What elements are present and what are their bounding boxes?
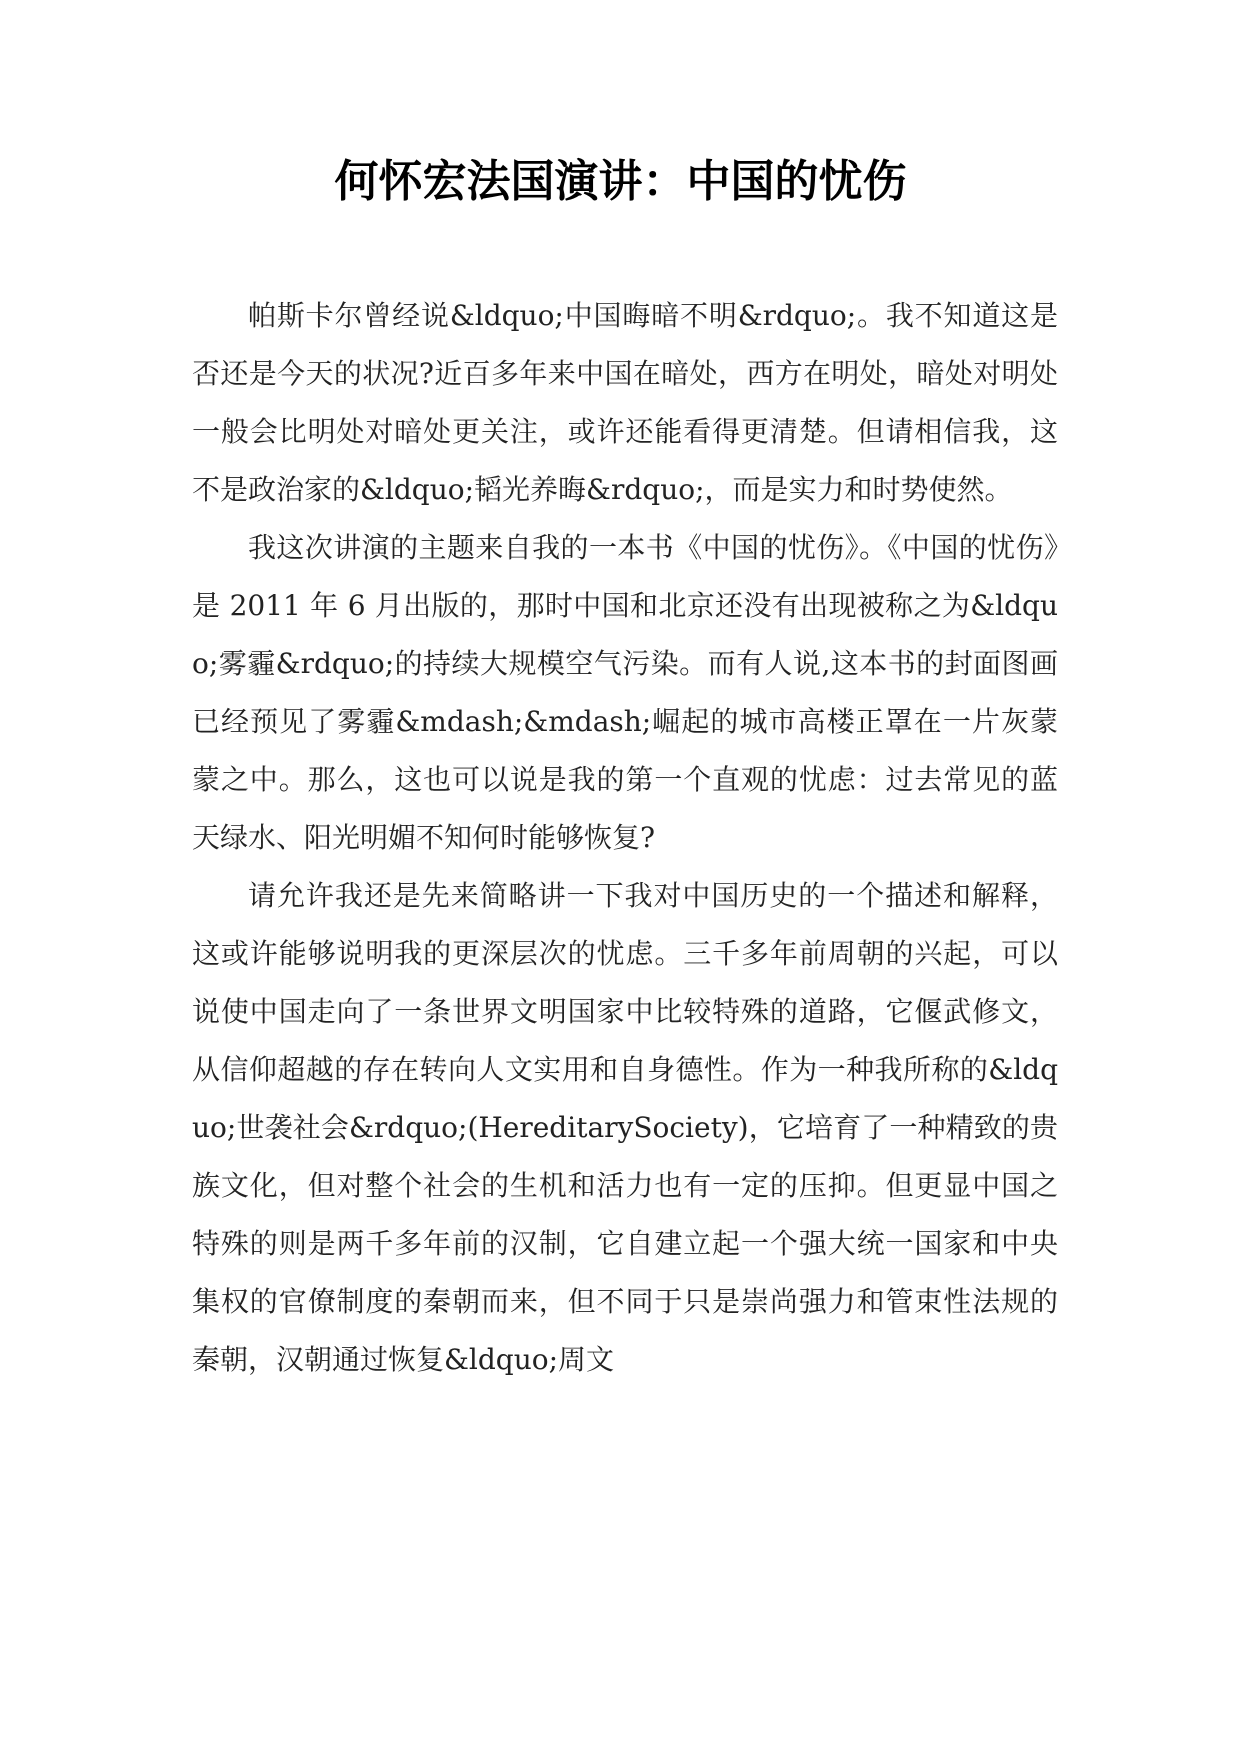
paragraph: 帕斯卡尔曾经说&ldquo;中国晦暗不明&rdquo;。我不知道这是否还是今天的状况?近百多年来中国在暗处，西方在明处，暗处对明处一般会比明处对暗处更关注，或许还能看得更清楚。但请相信我，这不是政治家的&ldquo;韬光养晦&rdquo;，而是实力和时势使然。 <box>192 299 1058 506</box>
paragraph: 请允许我还是先来简略讲一下我对中国历史的一个描述和解释，这或许能够说明我的更深层次的忧虑。三千多年前周朝的兴起，可以说使中国走向了一条世界文明国家中比较特殊的道路，它偃武修文，从信仰超越的存在转向人文实用和自身德性。作为一种我所称的&ldquo;世袭社会&rdquo;(HereditarySociety)，它培育了一种精致的贵族文化，但对整个社会的生机和活力也有一定的压抑。但更显中国之特殊的则是两千多年前的汉制，它自建立起一个强大统一国家和中央集权的官僚制度的秦朝而来，但不同于只是崇尚强力和管束性法规的秦朝，汉朝通过恢复&ldquo;周文 <box>192 879 1058 1376</box>
paragraph: 我这次讲演的主题来自我的一本书《中国的忧伤》。《中国的忧伤》是 2011 年 6 月出版的，那时中国和北京还没有出现被称之为&ldquo;雾霾&rdquo;的持续大规模空气污染。而有人说,这本书的封面图画已经预见了雾霾&mdash;&mdash;崛起的城市高楼正罩在一片灰蒙蒙之中。那么，这也可以说是我的第一个直观的忧虑：过去常见的蓝天绿水、阳光明媚不知何时能够恢复? <box>192 531 1058 854</box>
document-title: 何怀宏法国演讲：中国的忧伤 <box>334 156 907 207</box>
document-body <box>192 287 1058 1389</box>
